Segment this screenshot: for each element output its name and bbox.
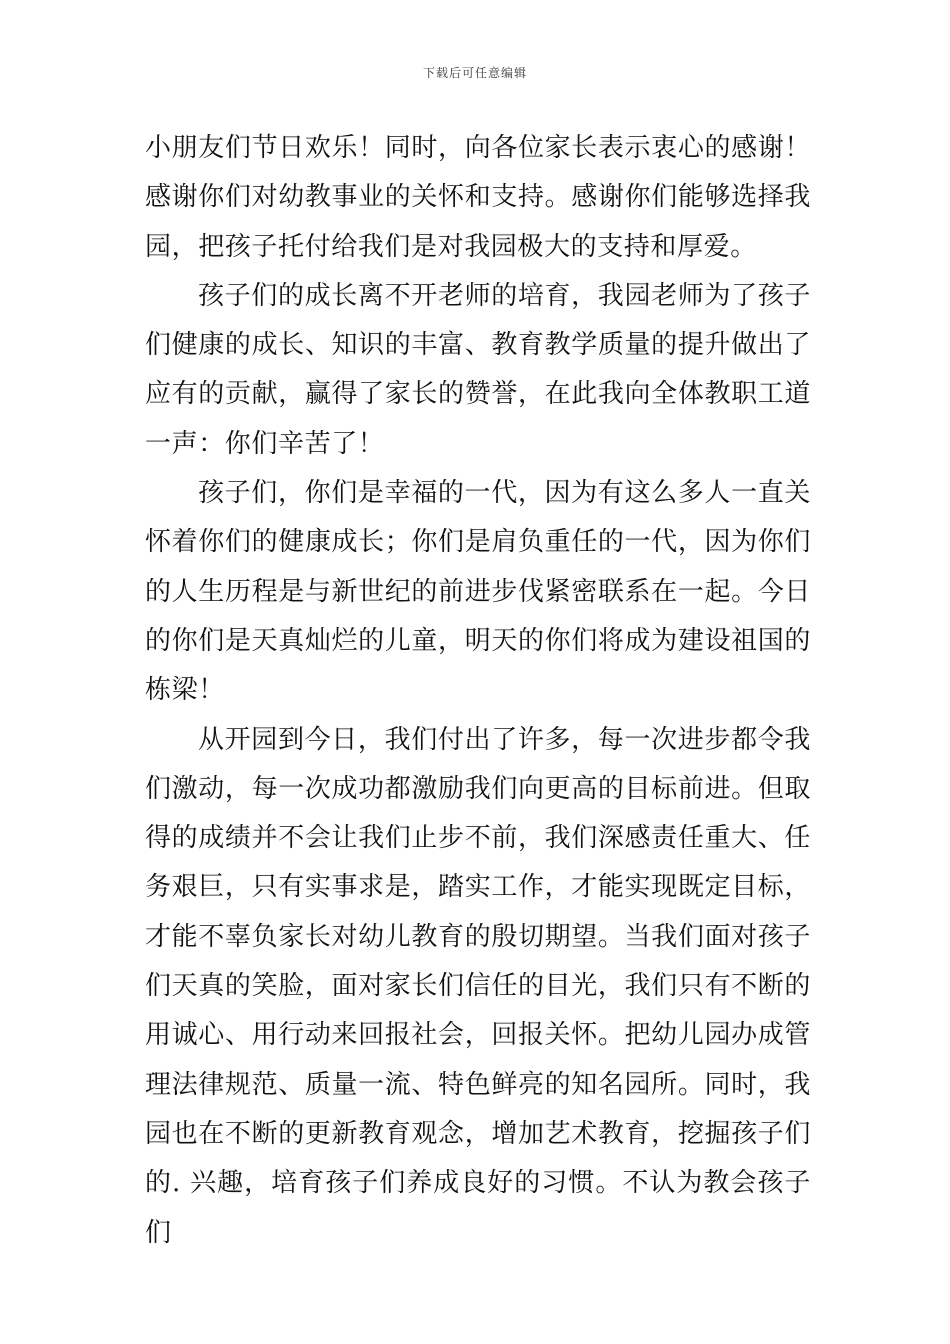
page-header-note: 下载后可任意编辑: [422, 66, 527, 80]
paragraph-3: 孩子们，你们是幸福的一代，因为有这么多人一直关怀着你们的健康成长；你们是肩负重任的一代，因为你们的人生历程是与新世纪的前进步伐紧密联系在一起。今日的你们是天真灿烂的儿童，明天的你们将成为建设祖国的栋梁！: [145, 478, 811, 706]
paragraph-2: 孩子们的成长离不开老师的培育，我园老师为了孩子们健康的成长、知识的丰富、教育教学质量的提升做出了应有的贡献，赢得了家长的赞誉，在此我向全体教职工道一声：你们辛苦了！: [145, 280, 811, 459]
paragraph-1: 小朋友们节日欢乐！同时，向各位家长表示衷心的感谢！感谢你们对幼教事业的关怀和支持。感谢你们能够选择我园，把孩子托付给我们是对我园极大的支持和厚爱。: [145, 133, 811, 262]
paragraph-4: 从开园到今日，我们付出了许多，每一次进步都令我们激动，每一次成功都激励我们向更高的目标前进。但取得的成绩并不会让我们止步不前，我们深感责任重大、任务艰巨，只有实事求是，踏实工作，才能实现既定目标，才能不辜负家长对幼儿教育的殷切期望。当我们面对孩子们天真的笑脸，面对家长们信任的目光，我们只有不断的用诚心、用行动来回报社会，回报关怀。把幼儿园办成管理法律规范、质量一流、特色鲜亮的知名园所。同时，我园也在不断的更新教育观念，增加艺术教育，挖掘孩子们的. 兴趣，培育孩子们养成良好的习惯。不认为教会孩子们: [145, 724, 811, 1248]
document-body: [145, 124, 811, 1258]
